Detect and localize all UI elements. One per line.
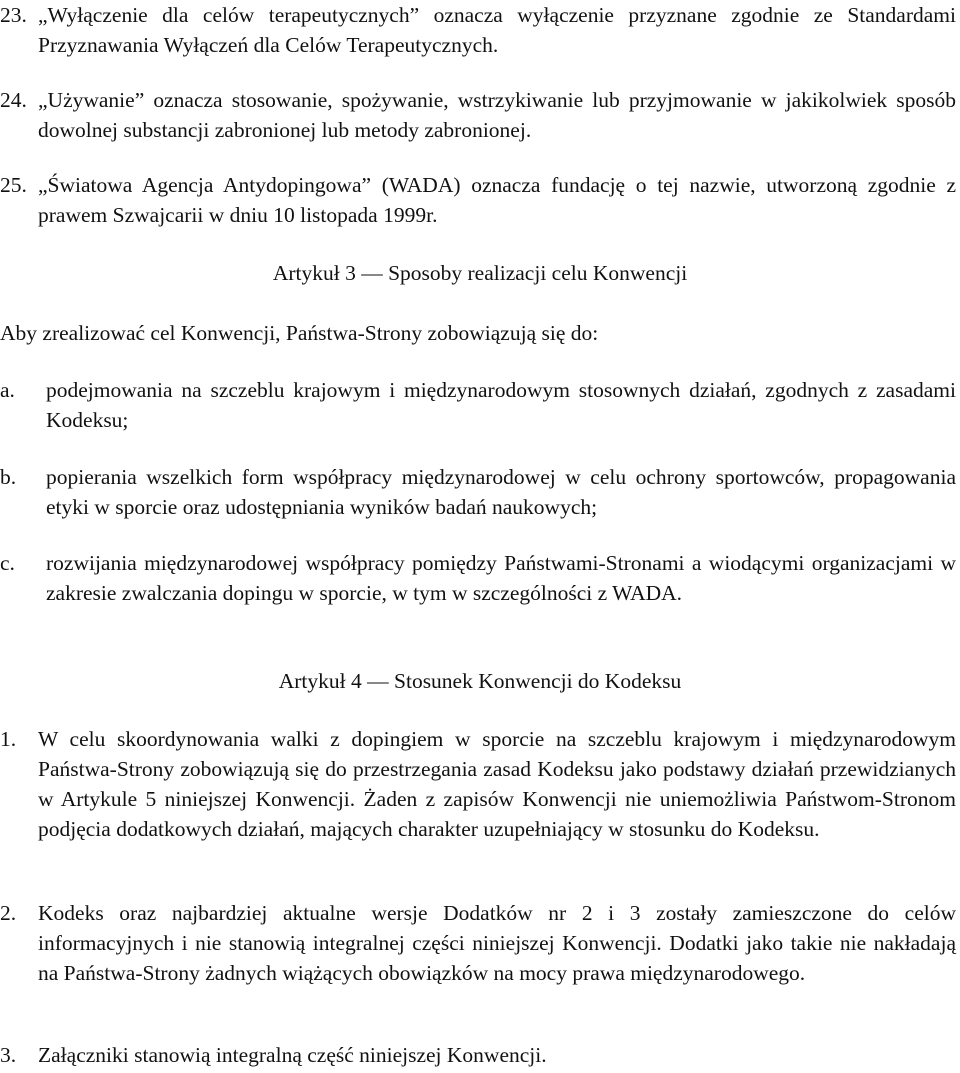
article-3-item-b — [0, 462, 956, 522]
item-number: 2. — [0, 901, 17, 925]
article-4-item-3 — [0, 1040, 956, 1070]
definition-23 — [0, 0, 956, 60]
article-3-item-c — [0, 548, 956, 608]
item-text: podejmowania na szczeblu krajowym i międzynarodowym stosownych działań, zgodnych z zasadami Kodeksu; — [46, 378, 956, 432]
definition-number: 23. — [0, 3, 27, 27]
definition-number: 25. — [0, 173, 27, 197]
definition-25 — [0, 170, 956, 230]
item-text: W celu skoordynowania walki z dopingiem w sporcie na szczeblu krajowym i międzynarodowym Państwa-Strony zobowiązują się do przestrzegania zasad Kodeksu jako podstawy działań przewidzianych w Artykule 5 niniejszej Konwencji. Żaden z zapisów Konwencji nie uniemożliwia Państwom-Stronom podjęcia dodatkowych działań, mających charakter uzupełniający w stosunku do Kodeksu. — [38, 727, 956, 841]
item-number: 3. — [0, 1043, 17, 1067]
definition-text: „Wyłączenie dla celów terapeutycznych” oznacza wyłączenie przyznane zgodnie ze Standardami Przyznawania Wyłączeń dla Celów Terapeutycznych. — [38, 3, 956, 57]
item-number: 1. — [0, 727, 17, 751]
definition-text: „Światowa Agencja Antydopingowa” (WADA) oznacza fundację o tej nazwie, utworzoną zgodnie z prawem Szwajcarii w dniu 10 listopada 1999r. — [38, 173, 956, 227]
item-text: rozwijania międzynarodowej współpracy pomiędzy Państwami-Stronami a wiodącymi organizacjami w zakresie zwalczania dopingu w sporcie, w tym w szczególności z WADA. — [46, 551, 956, 605]
article-4-item-1 — [0, 724, 956, 844]
item-letter: b. — [0, 465, 17, 489]
item-text: Kodeks oraz najbardziej aktualne wersje Dodatków nr 2 i 3 zostały zamieszczone do celów informacyjnych i nie stanowią integralnej części niniejszej Konwencji. Dodatki jako takie nie nakładają na Państwa-Strony żadnych wiążących obowiązków na mocy prawa międzynarodowego. — [38, 901, 956, 985]
item-letter: c. — [0, 551, 15, 575]
article-4-item-2 — [0, 898, 956, 988]
definition-24 — [0, 85, 956, 145]
item-text: Załączniki stanowią integralną część niniejszej Konwencji. — [38, 1043, 547, 1067]
definition-text: „Używanie” oznacza stosowanie, spożywanie, wstrzykiwanie lub przyjmowanie w jakikolwiek sposób dowolnej substancji zabronionej lub metody zabronionej. — [38, 88, 956, 142]
item-text: popierania wszelkich form współpracy międzynarodowej w celu ochrony sportowców, propagowania etyki w sporcie oraz udostępniania wyników badań naukowych; — [46, 465, 956, 519]
article-3-heading: Artykuł 3 — Sposoby realizacji celu Konwencji — [272, 261, 688, 285]
article-4-heading: Artykuł 4 — Stosunek Konwencji do Kodeksu — [278, 669, 682, 693]
item-letter: a. — [0, 378, 15, 402]
article-3-intro: Aby zrealizować cel Konwencji, Państwa-Strony zobowiązują się do: — [0, 321, 599, 345]
definition-number: 24. — [0, 88, 27, 112]
article-3-item-a — [0, 375, 956, 435]
